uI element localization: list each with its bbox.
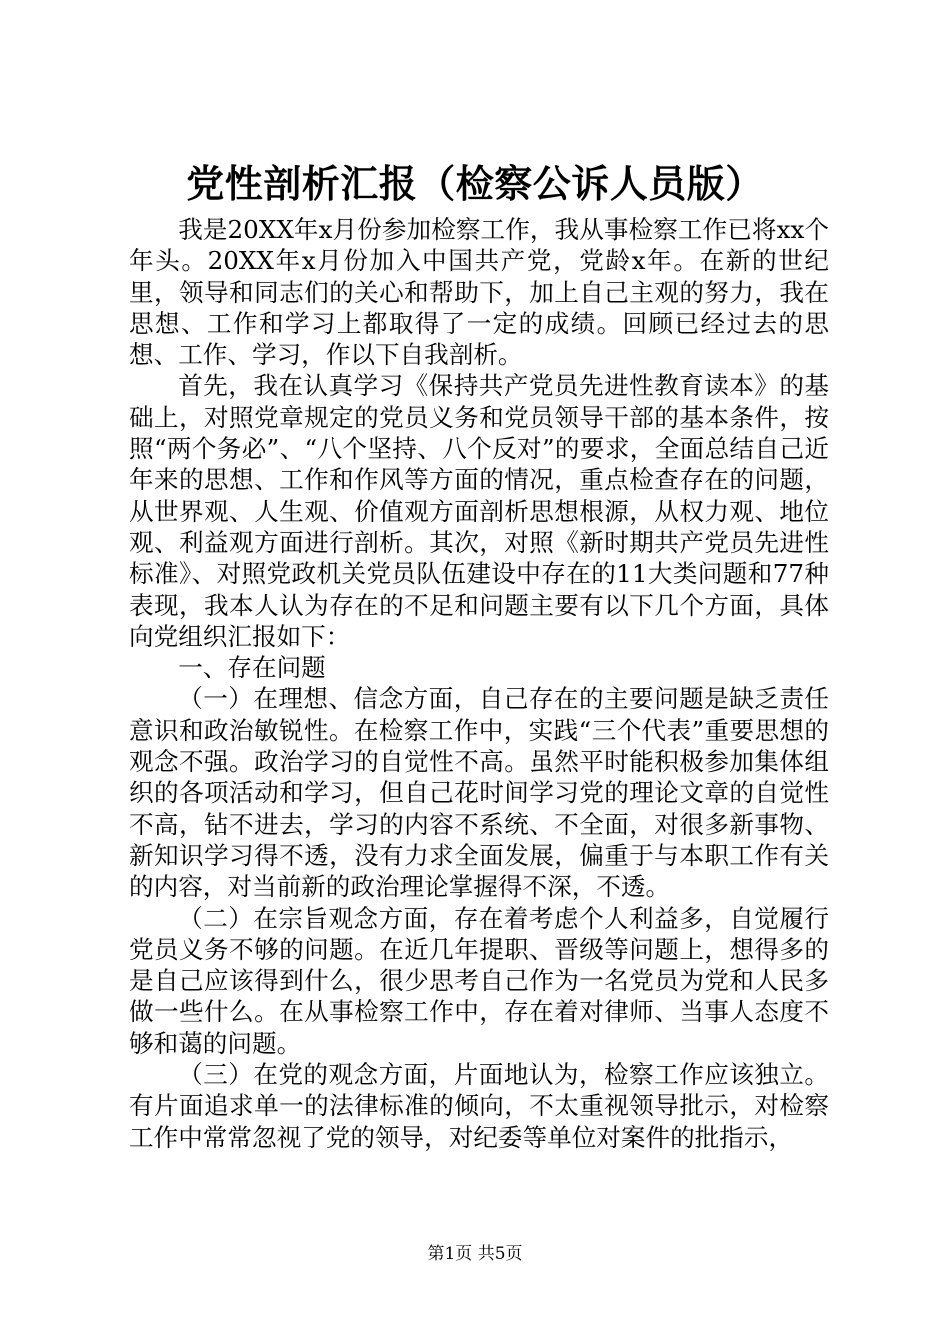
paragraph-method: 首先，我在认真学习《保持共产党员先进性教育读本》的基础上，对照党章规定的党员义务和党员领导干部的基本条件，按照“两个务必”、“八个坚持、八个反对”的要求，全面总结自己近年来的思想、工作和作风等方面的情况，重点检查存在的问题，从世界观、人生观、价值观方面剖析思想根源，从权力观、地位观、利益观方面进行剖析。其次，对照《新时期共产党员先进性标准》、对照党政机关党员队伍建设中存在的11大类问题和77种表现，我本人认为存在的不足和问题主要有以下几个方面，具体向党组织汇报如下： xyxy=(129,371,829,651)
document-title: 党性剖析汇报（检察公诉人员版） xyxy=(186,161,764,206)
section-heading-problems: 一、存在问题 xyxy=(178,653,326,683)
paragraph-problem-2: （二）在宗旨观念方面，存在着考虑个人利益多，自觉履行党员义务不够的问题。在近几年提职、晋级等问题上，想得多的是自己应该得到什么，很少思考自己作为一名党员为党和人民多做一些什么。在从事检察工作中，存在着对律师、当事人态度不够和蔼的问题。 xyxy=(129,903,829,1058)
document-body xyxy=(129,214,829,1153)
paragraph-problem-1: （一）在理想、信念方面，自己存在的主要问题是缺乏责任意识和政治敏锐性。在检察工作中，实践“三个代表”重要思想的观念不强。政治学习的自觉性不高。虽然平时能积极参加集体组织的各项活动和学习，但自己花时间学习党的理论文章的自觉性不高，钻不进去，学习的内容不系统、不全面，对很多新事物、新知识学习得不透，没有力求全面发展，偏重于与本职工作有关的内容，对当前新的政治理论掌握得不深，不透。 xyxy=(129,684,829,902)
page-footer: 第1页 共5页 xyxy=(427,1244,523,1264)
paragraph-intro: 我是20XX年x月份参加检察工作，我从事检察工作已将xx个年头。20XX年x月份加入中国共产党，党龄x年。在新的世纪里，领导和同志们的关心和帮助下，加上自己主观的努力，我在思想、工作和学习上都取得了一定的成绩。回顾已经过去的思想、工作、学习，作以下自我剖析。 xyxy=(129,215,829,370)
paragraph-problem-3: （三）在党的观念方面，片面地认为，检察工作应该独立。有片面追求单一的法律标准的倾向，不太重视领导批示，对检察工作中常常忽视了党的领导，对纪委等单位对案件的批指示， xyxy=(129,1060,829,1152)
